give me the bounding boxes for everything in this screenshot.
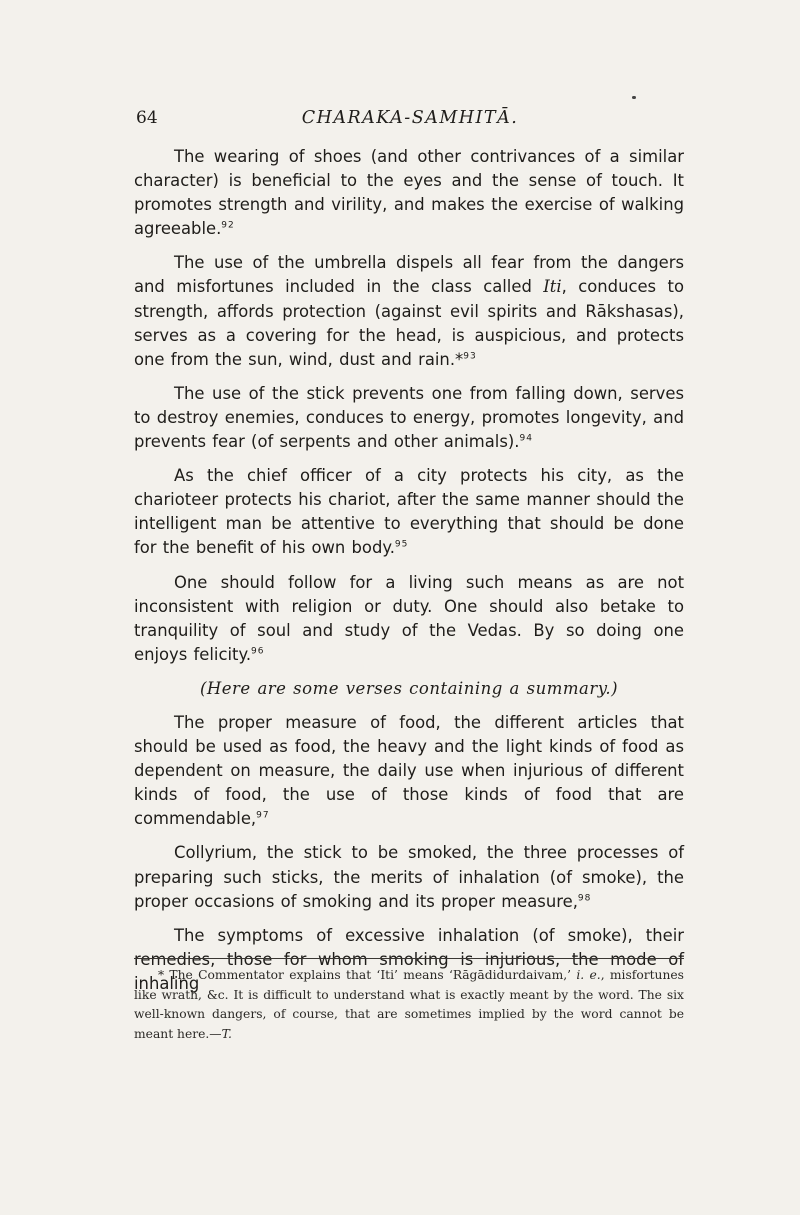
paragraph-text: Collyrium, the stick to be smoked, the three processes of preparing such sticks, the merits of inhalation (of smoke), the proper occasions of smoking and its proper measure, xyxy=(134,843,684,911)
print-speck xyxy=(632,96,636,99)
page-number: 64 xyxy=(136,108,158,128)
paragraph-shoes xyxy=(134,145,684,241)
verse-ref: 95 xyxy=(394,539,409,550)
paragraph-text: As the chief officer of a city protects his city, as the charioteer protects his chariot, after the same manner should the intelligent man be attentive to everything that should be done for the benefit of his own body. xyxy=(134,466,684,558)
paragraph-living xyxy=(134,571,684,667)
paragraph-chief-officer xyxy=(134,464,684,560)
verse-ref: 94 xyxy=(519,433,533,444)
paragraph-text: One should follow for a living such means as are not inconsistent with religion or duty. One should also betake to tranquility of soul and study of the Vedas. By so doing one enjoys felicity. xyxy=(134,572,684,664)
paragraph-text: The proper measure of food, the different articles that should be used as food, the heavy and the light kinds of food as dependent on measure, the daily use when injurious of different kinds of food, the use of those kinds of food that are commendable, xyxy=(134,712,684,829)
verse-ref: 98 xyxy=(577,893,592,904)
footnote-ie: i. e. xyxy=(576,968,601,982)
footnote-text: * The Commentator explains that ‘Iti’ means ‘Rāgādidurdaivam,’ xyxy=(158,968,577,982)
section-heading: (Here are some verses containing a summary.) xyxy=(199,678,619,698)
footnote-rule xyxy=(134,958,684,959)
verse-ref: 97 xyxy=(256,810,270,821)
paragraph-umbrella xyxy=(134,251,684,371)
paragraph-text: , conduces to strength, affords protection (against evil spirits and Rākshasas), serves as a covering for the head, is auspicious, and protects one from the sun, wind, dust and rain.* xyxy=(134,277,684,369)
page-header xyxy=(136,108,684,134)
running-title: CHARAKA-SAMHITĀ. xyxy=(301,108,519,128)
verse-ref: 93 xyxy=(463,351,477,362)
term-iti: Iti xyxy=(543,277,562,297)
translator-signature: T. xyxy=(221,1026,232,1041)
paragraph-stick xyxy=(134,382,684,454)
paragraph-collyrium xyxy=(134,841,684,913)
paragraph-text: The wearing of shoes (and other contrivances of a similar character) is beneficial to the eyes and the sense of touch. It promotes strength and virility, and makes the exercise of walking agreeable. xyxy=(134,147,684,239)
verse-ref: 96 xyxy=(251,646,265,657)
paragraph-text: The symptoms of excessive inhalation (of smoke), their remedies, those for whom smoking is injurious, the mode of inhaling xyxy=(134,925,684,993)
body-text xyxy=(134,145,684,1006)
paragraph-text: The use of the stick prevents one from falling down, serves to destroy enemies, conduces to energy, promotes longevity, and prevents fear (of serpents and other animals). xyxy=(134,383,684,452)
paragraph-text: The use of the umbrella dispels all fear from the dangers and misfortunes included in the class called xyxy=(134,253,684,297)
footnote xyxy=(134,966,684,1044)
paragraph-food xyxy=(134,711,684,831)
footnote-text: , misfortunes like wrath, &c. It is difficult to understand what is exactly meant by the word. The six well-known dangers, of course, that are sometimes implied by the word cannot be meant here.— xyxy=(134,968,684,1041)
verse-ref: 92 xyxy=(221,220,235,231)
